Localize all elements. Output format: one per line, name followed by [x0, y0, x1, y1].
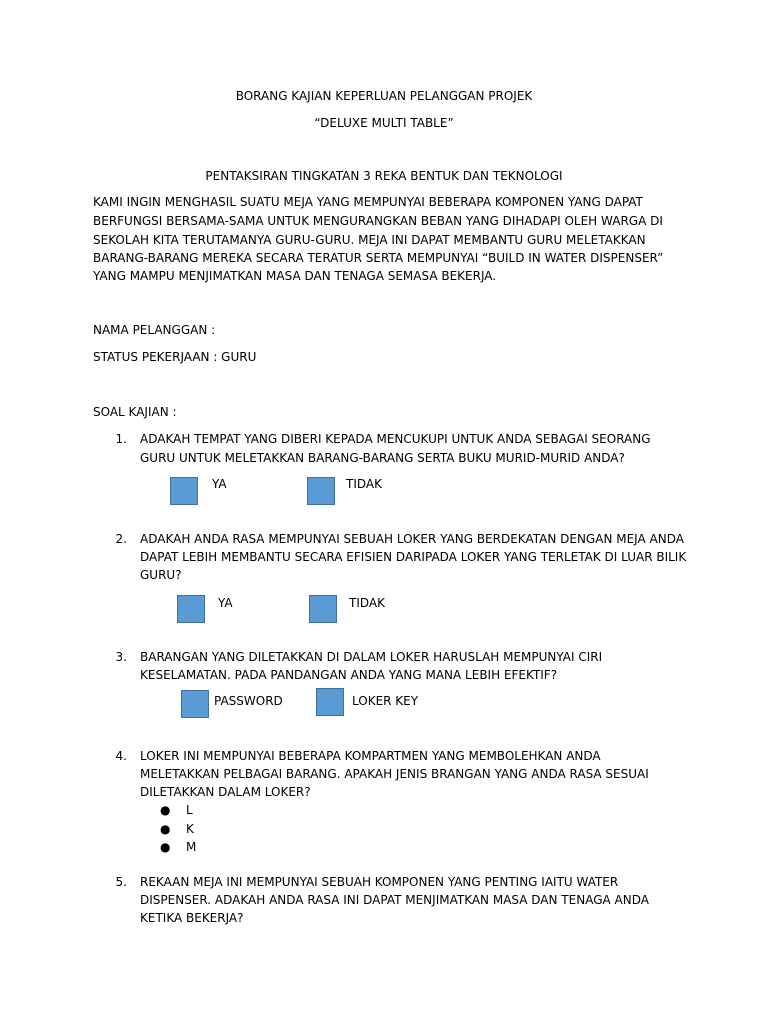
- list-item: L: [186, 803, 193, 817]
- checkbox-tidak[interactable]: [309, 595, 337, 623]
- question-line: GURU?: [140, 568, 182, 582]
- bullet-icon: ●: [160, 822, 171, 836]
- bullet-icon: ●: [160, 803, 171, 817]
- option-label: TIDAK: [346, 477, 382, 491]
- question-line: ADAKAH TEMPAT YANG DIBERI KEPADA MENCUKUPI UNTUK ANDA SEBAGAI SEORANG: [140, 432, 651, 446]
- form-title: BORANG KAJIAN KEPERLUAN PELANGGAN PROJEK: [235, 89, 533, 103]
- option-label: YA: [212, 477, 227, 491]
- question-line: LOKER INI MEMPUNYAI BEBERAPA KOMPARTMEN YANG MEMBOLEHKAN ANDA: [140, 749, 601, 763]
- checkbox-loker-key[interactable]: [316, 688, 344, 716]
- question-line: REKAAN MEJA INI MEMPUNYAI SEBUAH KOMPONEN YANG PENTING IAITU WATER: [140, 875, 619, 889]
- intro-line: KAMI INGIN MENGHASIL SUATU MEJA YANG MEMPUNYAI BEBERAPA KOMPONEN YANG DAPAT: [93, 195, 643, 209]
- checkbox-ya[interactable]: [170, 477, 198, 505]
- question-line: KESELAMATAN. PADA PANDANGAN ANDA YANG MANA LEBIH EFEKTIF?: [140, 668, 558, 682]
- option-label: LOKER KEY: [352, 694, 419, 708]
- checkbox-ya[interactable]: [177, 595, 205, 623]
- question-line: KETIKA BEKERJA?: [140, 911, 244, 925]
- question-line: DILETAKKAN DALAM LOKER?: [140, 785, 311, 799]
- intro-line: BARANG-BARANG MEREKA SECARA TERATUR SERTA MEMPUNYAI “BUILD IN WATER DISPENSER”: [93, 251, 664, 265]
- question-number: 2.: [115, 532, 127, 546]
- question-line: MELETAKKAN PELBAGAI BARANG. APAKAH JENIS BRANGAN YANG ANDA RASA SESUAI: [140, 767, 649, 781]
- question-number: 3.: [115, 650, 127, 664]
- question-line: GURU UNTUK MELETAKKAN BARANG-BARANG SERTA BUKU MURID-MURID ANDA?: [140, 451, 625, 465]
- list-item: M: [186, 840, 197, 854]
- question-line: BARANGAN YANG DILETAKKAN DI DALAM LOKER HARUSLAH MEMPUNYAI CIRI: [140, 650, 603, 664]
- question-number: 1.: [115, 432, 127, 446]
- question-line: DAPAT LEBIH MEMBANTU SECARA EFISIEN DARIPADA LOKER YANG TERLETAK DI LUAR BILIK: [140, 550, 687, 564]
- job-status: STATUS PEKERJAAN : GURU: [93, 350, 257, 364]
- customer-name-label: NAMA PELANGGAN :: [93, 323, 216, 337]
- option-label: YA: [218, 596, 233, 610]
- checkbox-password[interactable]: [181, 690, 209, 718]
- question-line: DISPENSER. ADAKAH ANDA RASA INI DAPAT MENJIMATKAN MASA DAN TENAGA ANDA: [140, 893, 649, 907]
- project-name: “DELUXE MULTI TABLE”: [314, 116, 454, 130]
- intro-line: SEKOLAH KITA TERUTAMANYA GURU-GURU. MEJA INI DAPAT MEMBANTU GURU MELETAKKAN: [93, 233, 646, 247]
- intro-line: BERFUNGSI BERSAMA-SAMA UNTUK MENGURANGKAN BEBAN YANG DIHADAPI OLEH WARGA DI: [93, 214, 663, 228]
- question-number: 5.: [115, 875, 127, 889]
- option-label: PASSWORD: [214, 694, 283, 708]
- survey-label: SOAL KAJIAN :: [93, 405, 177, 419]
- form-subtitle: PENTAKSIRAN TINGKATAN 3 REKA BENTUK DAN TEKNOLOGI: [205, 169, 563, 183]
- question-line: ADAKAH ANDA RASA MEMPUNYAI SEBUAH LOKER YANG BERDEKATAN DENGAN MEJA ANDA: [140, 532, 684, 546]
- option-label: TIDAK: [349, 596, 385, 610]
- intro-line: YANG MAMPU MENJIMATKAN MASA DAN TENAGA SEMASA BEKERJA.: [93, 269, 497, 283]
- bullet-icon: ●: [160, 840, 171, 854]
- question-number: 4.: [115, 749, 127, 763]
- checkbox-tidak[interactable]: [307, 477, 335, 505]
- list-item: K: [186, 822, 194, 836]
